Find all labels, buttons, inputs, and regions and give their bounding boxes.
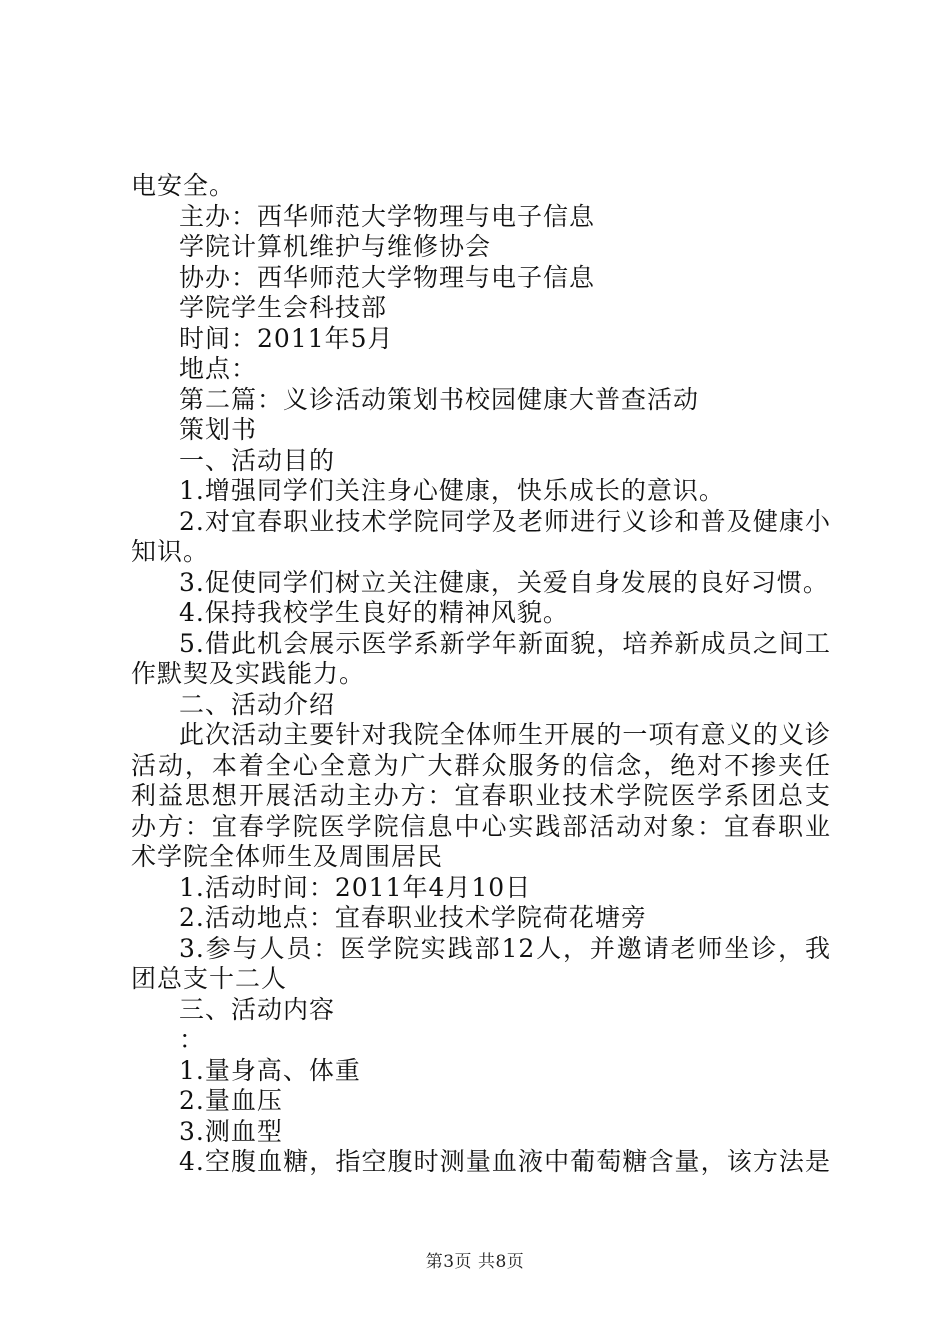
- text-line: 术学院全体师生及周围居民: [131, 842, 444, 871]
- text-line: 三、活动内容: [179, 994, 336, 1024]
- text-line: 团总支十二人: [131, 964, 288, 993]
- text-line: 2.活动地点：宜春职业技术学院荷花塘旁: [179, 903, 647, 932]
- text-line: 主办：西华师范大学物理与电子信息: [179, 201, 596, 231]
- text-line: 3.促使同学们树立关注健康，关爱自身发展的良好习惯。: [179, 567, 829, 597]
- text-line: 2.量血压: [179, 1086, 283, 1115]
- text-line: 2.对宜春职业技术学院同学及老师进行义诊和普及健康小: [179, 506, 831, 536]
- text-line: 二、活动介绍: [179, 689, 336, 719]
- text-line: 4.空腹血糖，指空腹时测量血液中葡萄糖含量，该方法是: [179, 1147, 831, 1176]
- text-line: 第二篇：义诊活动策划书校园健康大普查活动: [179, 384, 700, 414]
- text-line: 3.参与人员：医学院实践部12人，并邀请老师坐诊，我: [179, 933, 831, 963]
- text-line: 1.活动时间：2011年4月10日: [179, 872, 532, 902]
- text-line: 4.保持我校学生良好的精神风貌。: [179, 598, 569, 627]
- document-body: [131, 171, 831, 1178]
- text-line: 3.测血型: [179, 1116, 283, 1146]
- text-line: 利益思想开展活动主办方：宜春职业技术学院医学系团总支: [131, 781, 831, 810]
- text-line: ：: [179, 1025, 206, 1054]
- text-line: 电安全。: [131, 171, 236, 200]
- text-line: 学院计算机维护与维修协会: [179, 232, 492, 261]
- text-line: 一、活动目的: [179, 445, 336, 475]
- text-line: 1.量身高、体重: [179, 1055, 361, 1085]
- page-footer: 第3页 共8页: [425, 1252, 525, 1272]
- text-line: 学院学生会科技部: [179, 293, 388, 322]
- text-line: 地点：: [179, 354, 258, 383]
- text-line: 协办：西华师范大学物理与电子信息: [179, 262, 596, 292]
- text-line: 此次活动主要针对我院全体师生开展的一项有意义的义诊: [179, 720, 831, 749]
- text-line: 时间：2011年5月: [179, 323, 394, 353]
- text-line: 知识。: [131, 537, 210, 566]
- text-line: 1.增强同学们关注身心健康，快乐成长的意识。: [179, 476, 725, 505]
- text-line: 办方：宜春学院医学院信息中心实践部活动对象：宜春职业: [131, 811, 831, 841]
- text-line: 作默契及实践能力。: [131, 659, 366, 688]
- text-line: 5.借此机会展示医学系新学年新面貌，培养新成员之间工: [179, 628, 831, 658]
- text-line: 策划书: [179, 415, 258, 444]
- text-line: 活动，本着全心全意为广大群众服务的信念，绝对不掺夹任: [131, 750, 831, 780]
